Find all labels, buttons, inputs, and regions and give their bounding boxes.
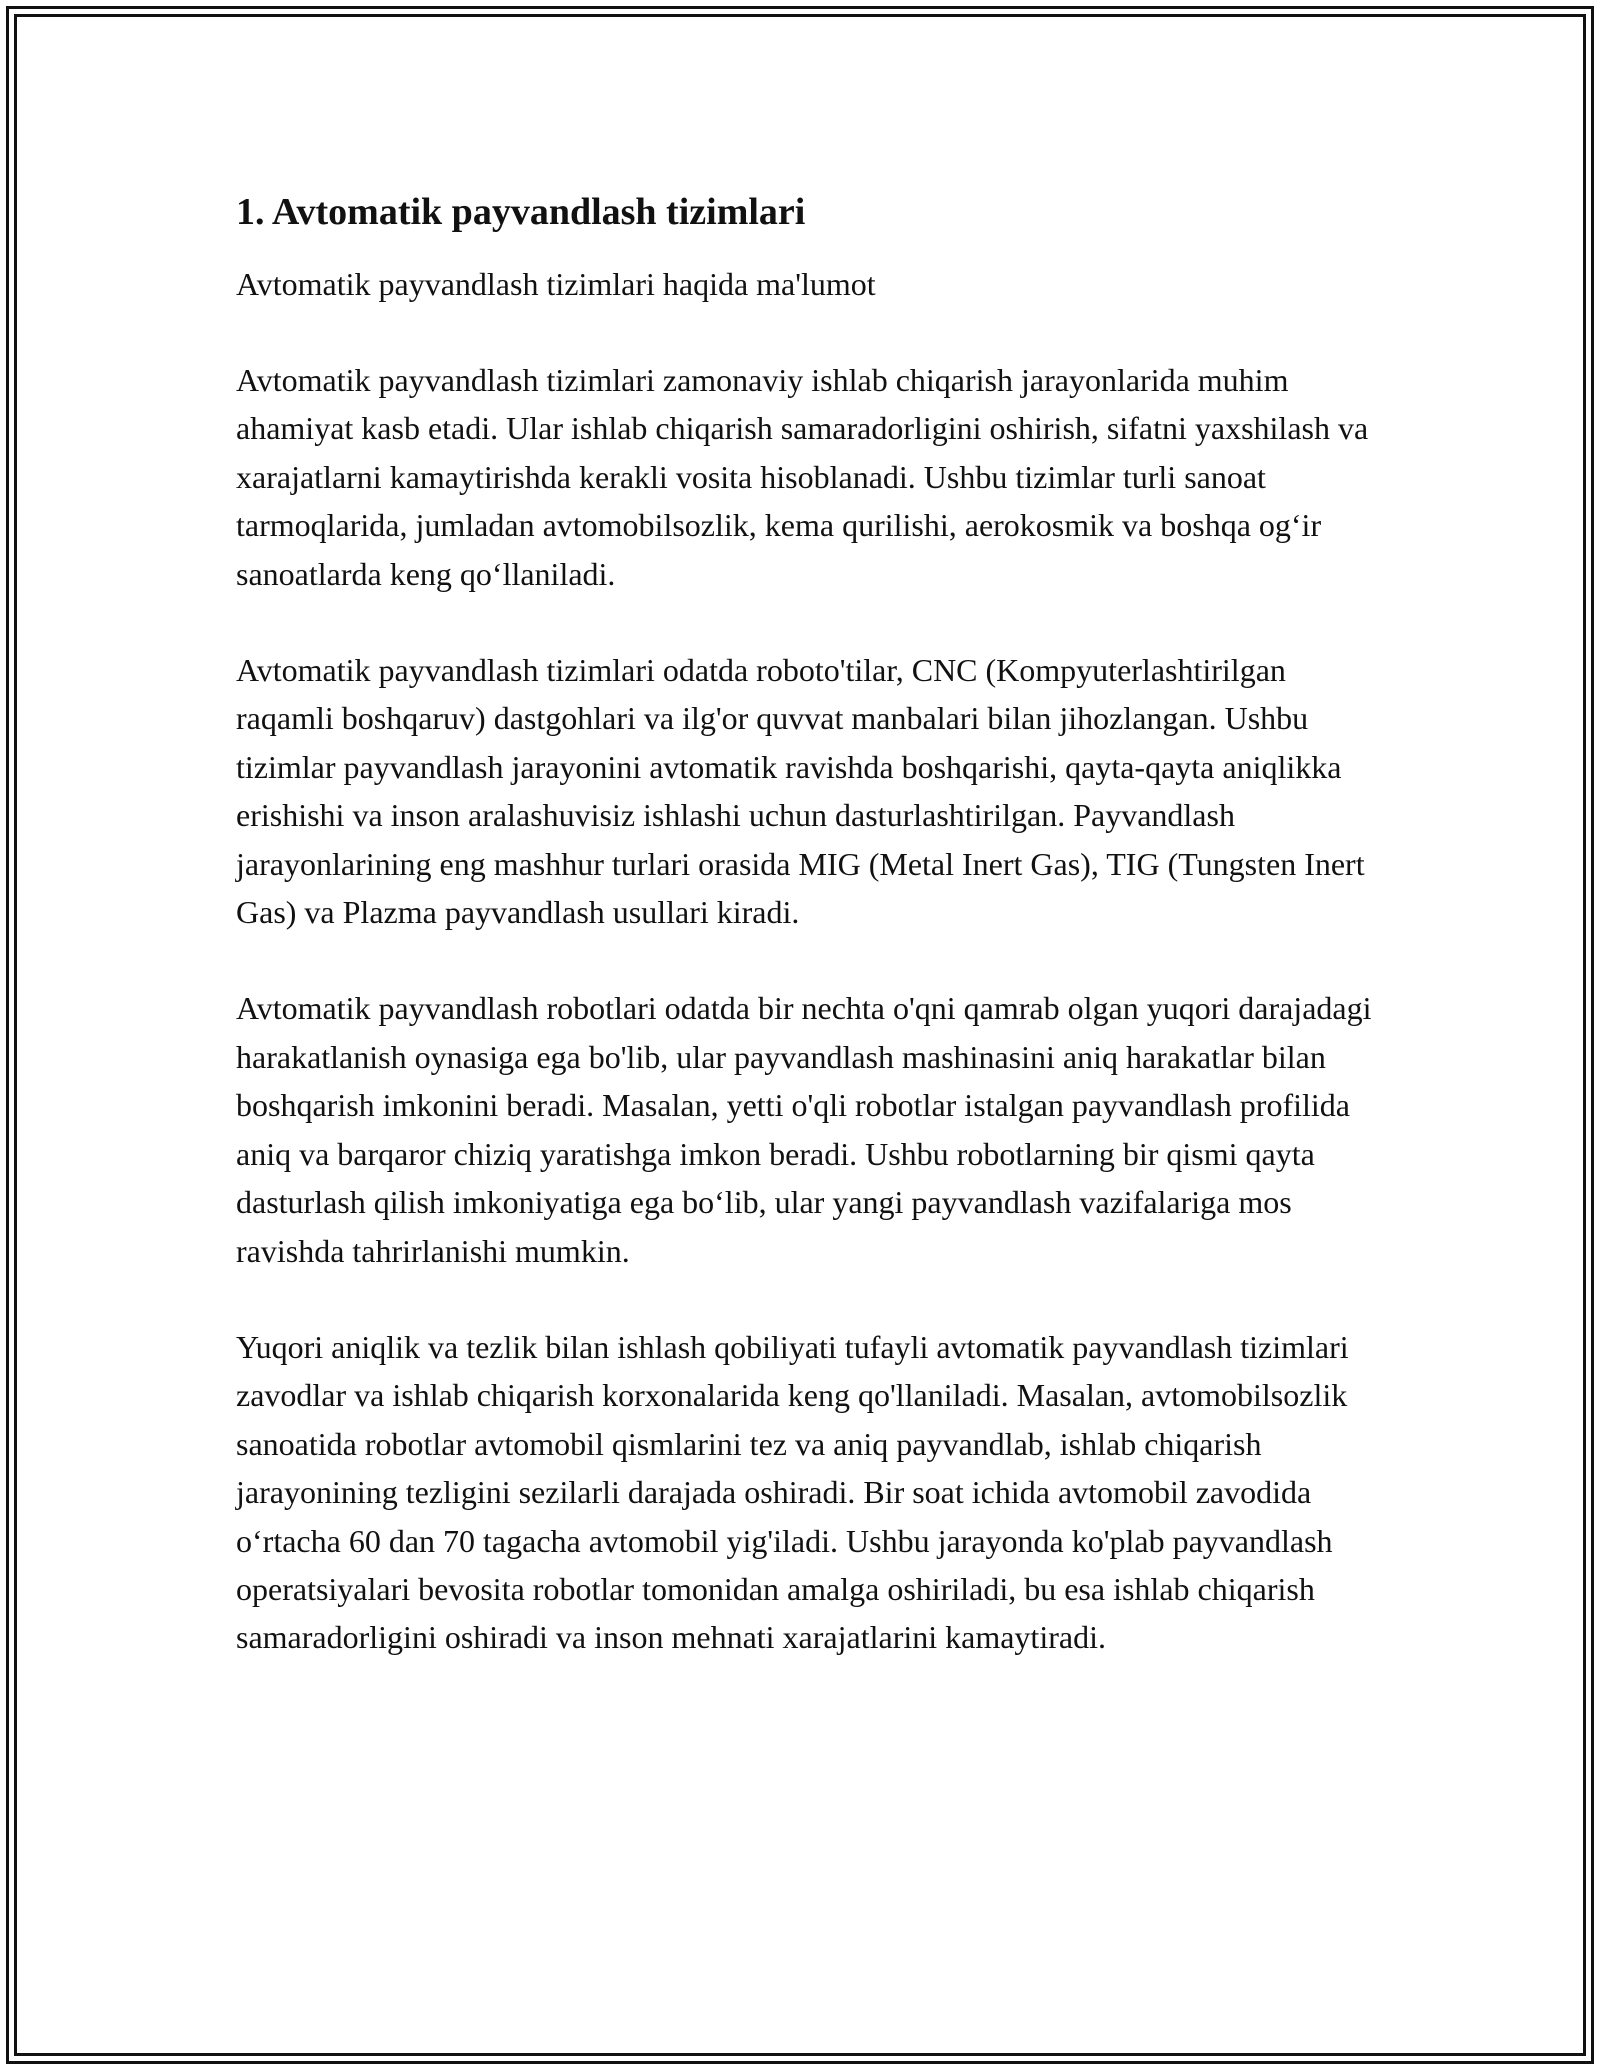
paragraph-3: Avtomatik payvandlash robotlari odatda bir nechta o'qni qamrab olgan yuqori darajadagi harakatlanish oynasiga ega bo'lib, ular payvandlash mashinasini aniq harakatlar bilan boshqarish imkonini beradi. Masalan, yetti o'qli robotlar istalgan payvandlash profilida aniq va barqaror chiziq yaratishga imkon beradi. Ushbu robotlarning bir qismi qayta dasturlash qilish imkoniyatiga ega bo‘lib, ular yangi payvandlash vazifalariga mos ravishda tahrirlanishi mumkin. <box>236 990 1372 1269</box>
document-subtitle: Avtomatik payvandlash tizimlari haqida ma'lumot <box>236 266 876 302</box>
paragraph-2: Avtomatik payvandlash tizimlari odatda roboto'tilar, CNC (Kompyuterlashtirilgan raqamli boshqaruv) dastgohlari va ilg'or quvvat manbalari bilan jihozlangan. Ushbu tizimlar payvandlash jarayonini avtomatik ravishda boshqarishi, qayta-qayta aniqlikka erishishi va inson aralashuvisiz ishlashi uchun dasturlashtirilgan. Payvandlash jarayonlarining eng mashhur turlari orasida MIG (Metal Inert Gas), TIG (Tungsten Inert Gas) va Plazma payvandlash usullari kiradi. <box>236 652 1365 931</box>
document-title: 1. Avtomatik payvandlash tizimlari <box>236 191 806 233</box>
paragraph-1: Avtomatik payvandlash tizimlari zamonaviy ishlab chiqarish jarayonlarida muhim ahamiyat kasb etadi. Ular ishlab chiqarish samaradorligini oshirish, sifatni yaxshilash va xarajatlarni kamaytirishda kerakli vosita hisoblanadi. Ushbu tizimlar turli sanoat tarmoqlarida, jumladan avtomobilsozlik, kema qurilishi, aerokosmik va boshqa og‘ir sanoatlarda keng qo‘llaniladi. <box>236 362 1369 592</box>
paragraph-4: Yuqori aniqlik va tezlik bilan ishlash qobiliyati tufayli avtomatik payvandlash tizimlari zavodlar va ishlab chiqarish korxonalarida keng qo'llaniladi. Masalan, avtomobilsozlik sanoatida robotlar avtomobil qismlarini tez va aniq payvandlab, ishlab chiqarish jarayonining tezligini sezilarli darajada oshiradi. Bir soat ichida avtomobil zavodida o‘rtacha 60 dan 70 tagacha avtomobil yig'iladi. Ushbu jarayonda ko'plab payvandlash operatsiyalari bevosita robotlar tomonidan amalga oshiriladi, bu esa ishlab chiqarish samaradorligini oshiradi va inson mehnati xarajatlarini kamaytiradi. <box>236 1328 1349 1656</box>
document-body <box>236 186 1376 1662</box>
